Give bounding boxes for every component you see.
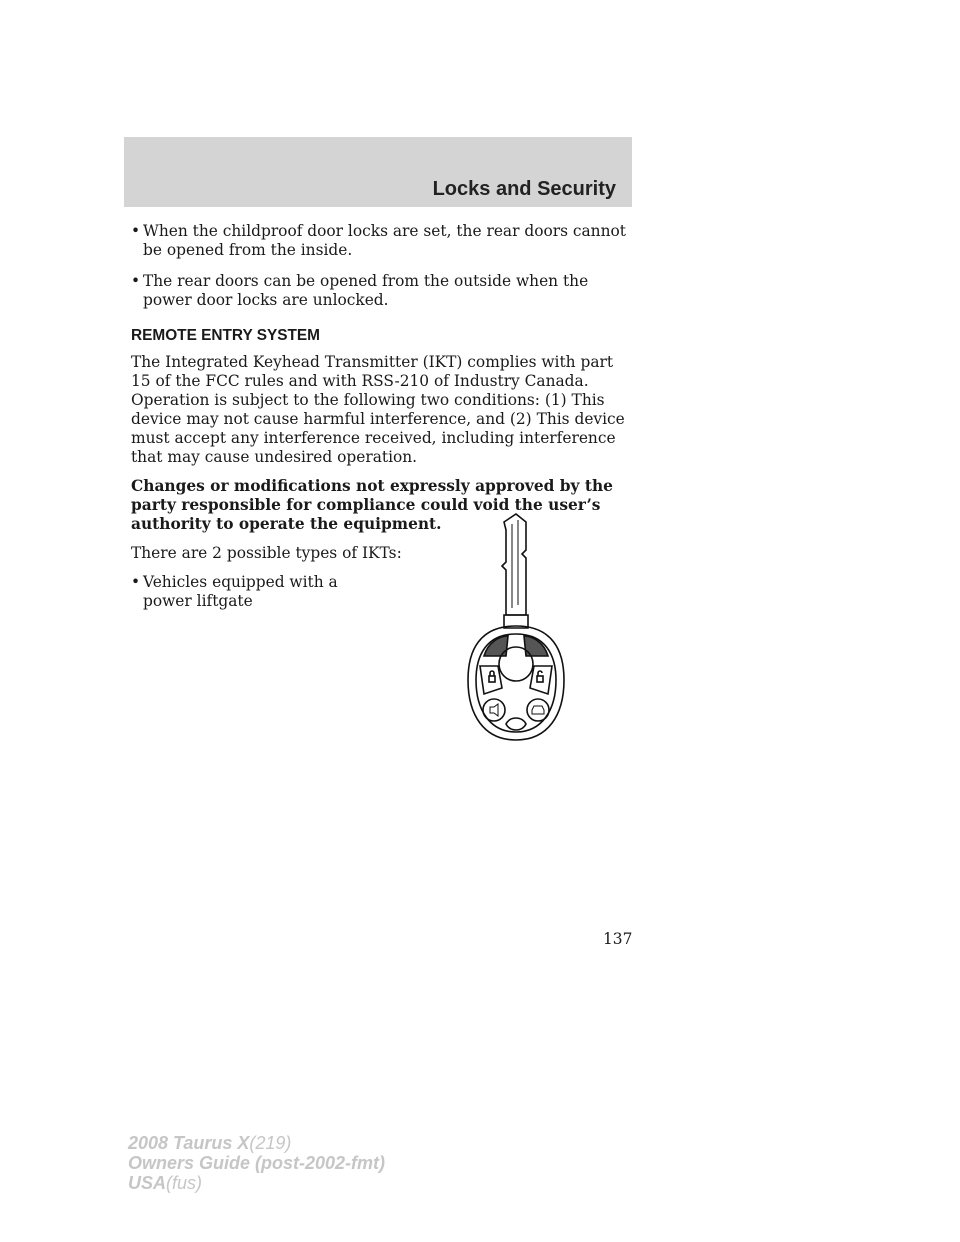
keyhead-transmitter-illustration (456, 510, 576, 750)
bullet-text: The rear doors can be opened from the outside when the power door locks are unlocked. (143, 272, 589, 309)
section-header-band (124, 137, 632, 207)
page-number: 137 (603, 930, 633, 948)
remote-entry-heading: REMOTE ENTRY SYSTEM (131, 327, 320, 344)
bullet-text: When the childproof door locks are set, the rear doors cannot be opened from the inside. (143, 222, 626, 259)
bullet-dot: • (131, 573, 141, 591)
ikt-types-intro: There are 2 possible types of IKTs: (131, 544, 402, 562)
section-title: Locks and Security (432, 178, 616, 200)
footer-market-code: (fus) (166, 1173, 203, 1193)
bullet-dot: • (131, 222, 141, 240)
fcc-paragraph: The Integrated Keyhead Transmitter (IKT) complies with part 15 of the FCC rules and with RSS-210 of Industry Canada. Operation is subject to the following two conditions: (1) This device may not cause harmful interference, and (2) This device must accept any interference received, including interference that may cause undesired operation. (131, 353, 625, 466)
warning-paragraph: Changes or modifications not expressly approved by the party responsible for compliance could void the user’s authority to operate the equipment. (131, 477, 613, 533)
bullet-item (131, 222, 631, 260)
footer-model: 2008 Taurus X (128, 1133, 250, 1153)
footer-market: USA (128, 1173, 167, 1193)
footer-doc-info (128, 1133, 385, 1193)
footer-guide-name: Owners Guide (post-2002-fmt) (128, 1153, 386, 1173)
bullet-item (131, 272, 631, 310)
bullet-item (131, 573, 371, 611)
bullet-text: Vehicles equipped with a power liftgate (143, 573, 338, 610)
bullet-dot: • (131, 272, 141, 290)
footer-model-code: (219) (249, 1133, 292, 1153)
